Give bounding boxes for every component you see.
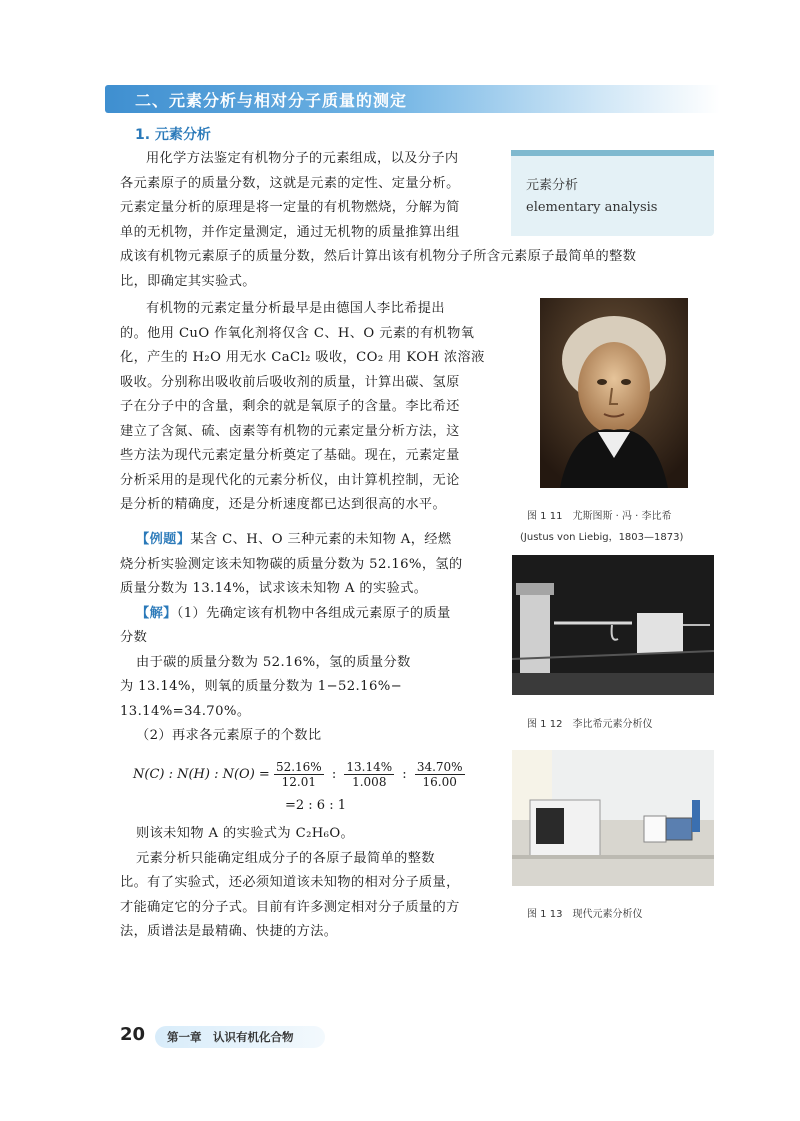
term-chinese: 元素分析: [526, 178, 579, 193]
text-line: 分数: [120, 630, 148, 645]
text-line: 是分析的精确度，还是分析速度都已达到很高的水平。: [120, 497, 447, 512]
ratio-result: =2 : 6 : 1: [285, 798, 346, 813]
text-line: 为 13.14%，则氧的质量分数为 1−52.16%−: [120, 679, 403, 694]
section-header-bar: [105, 85, 720, 113]
example-block: [120, 528, 463, 749]
text-line: 13.14%=34.70%。: [120, 703, 251, 719]
figure-caption: 图 1 13 现代元素分析仪: [527, 909, 643, 920]
analyzer-illustration: [512, 750, 714, 886]
text-line: 元素定量分析的原理是将一定量的有机物燃烧，分解为简: [120, 200, 460, 215]
text-line: 则该未知物 A 的实验式为 C₂H₆O。: [136, 826, 355, 841]
section-title: 二、元素分析与相对分子质量的测定: [135, 91, 408, 110]
text-line: （2）再求各元素原子的个数比: [136, 728, 322, 743]
fraction-oxygen: [415, 760, 465, 789]
solution-step1: （1）先确定该有机物中各组成元素原子的质量: [176, 605, 451, 621]
text-line: 的。他用 CuO 作氧化剂将仅含 C、H、O 元素的有机物氧: [120, 325, 475, 341]
fraction-hydrogen: [344, 760, 394, 789]
text-line: 单的无机物，并作定量测定，通过无机物的质量推算出组: [120, 224, 460, 240]
liebig-portrait: [540, 298, 688, 488]
text-line: 元素分析只能确定组成分子的各原子最简单的整数: [136, 850, 435, 866]
ratio-formula: [133, 760, 465, 789]
text-line: 由于碳的质量分数为 52.16%，氢的质量分数: [136, 654, 411, 670]
modern-analyzer-photo: [512, 750, 714, 886]
subsection-title: 1. 元素分析: [135, 127, 211, 143]
text-line: 法，质谱法是最精确、快捷的方法。: [120, 924, 338, 939]
ratio-separator: :: [331, 767, 337, 782]
glossary-box: [511, 150, 714, 236]
apparatus-illustration: [512, 555, 714, 695]
denominator: 16.00: [422, 775, 457, 789]
text-line: 质量分数为 13.14%，试求该未知物 A 的实验式。: [120, 581, 428, 596]
solution-label: 【解】: [136, 605, 177, 621]
text-line: 才能确定它的分子式。目前有许多测定相对分子质量的方: [120, 899, 460, 915]
liebig-apparatus-photo: [512, 555, 714, 695]
text-line: 比，即确定其实验式。: [120, 273, 256, 289]
figure-caption: 图 1 12 李比希元素分析仪: [527, 719, 653, 730]
portrait-illustration: [540, 298, 688, 488]
text-line: 子在分子中的含量，剩余的就是氧原子的含量。李比希还: [120, 399, 460, 414]
ratio-lhs: N(C) : N(H) : N(O) =: [133, 767, 270, 782]
paragraph-2: [120, 297, 485, 518]
text-line: 建立了含氮、硫、卤素等有机物的元素定量分析方法，这: [120, 423, 460, 439]
figure-caption: 图 1 11 尤斯图斯 · 冯 · 李比希: [527, 511, 672, 522]
paragraph-3: [120, 822, 460, 945]
term-english: elementary analysis: [526, 200, 658, 215]
text-line: [120, 602, 463, 627]
chapter-footer: [155, 1026, 325, 1048]
text-line: 用化学方法鉴定有机物分子的元素组成，以及分子内: [146, 151, 459, 166]
example-text: 某含 C、H、O 三种元素的未知物 A，经燃: [190, 532, 452, 547]
denominator: 12.01: [281, 775, 317, 789]
text-line: 吸收。分别称出吸收前后吸收剂的质量，计算出碳、氢原: [120, 374, 460, 390]
text-line: 烧分析实验测定该未知物碳的质量分数为 52.16%，氢的: [120, 556, 463, 572]
ratio-separator: :: [402, 767, 407, 782]
text-line: [120, 528, 463, 553]
text-line: 分析采用的是现代化的元素分析仪，由计算机控制，无论: [120, 472, 460, 488]
numerator: 34.70%: [416, 760, 463, 774]
numerator: 13.14%: [346, 760, 393, 774]
example-label: 【例题】: [136, 532, 191, 547]
denominator: 1.008: [352, 775, 387, 789]
numerator: 52.16%: [275, 760, 322, 774]
fraction-carbon: [274, 760, 324, 789]
text-line: 化，产生的 H₂O 用无水 CaCl₂ 吸收，CO₂ 用 KOH 浓溶液: [120, 350, 485, 365]
text-line: 比。有了实验式，还必须知道该未知物的相对分子质量，: [120, 875, 460, 890]
text-line: 成该有机物元素原子的质量分数，然后计算出该有机物分子所含元素原子最简单的整数: [120, 249, 637, 264]
text-line: 各元素原子的质量分数，这就是元素的定性、定量分析。: [120, 175, 460, 191]
chapter-title: 第一章 认识有机化合物: [167, 1030, 294, 1044]
text-line: 些方法为现代元素定量分析奠定了基础。现在，元素定量: [120, 448, 460, 463]
page-number: 20: [120, 1024, 146, 1045]
figure-caption: (Justus von Liebig，1803—1873): [520, 532, 684, 543]
text-line: 有机物的元素定量分析最早是由德国人李比希提出: [146, 301, 445, 316]
